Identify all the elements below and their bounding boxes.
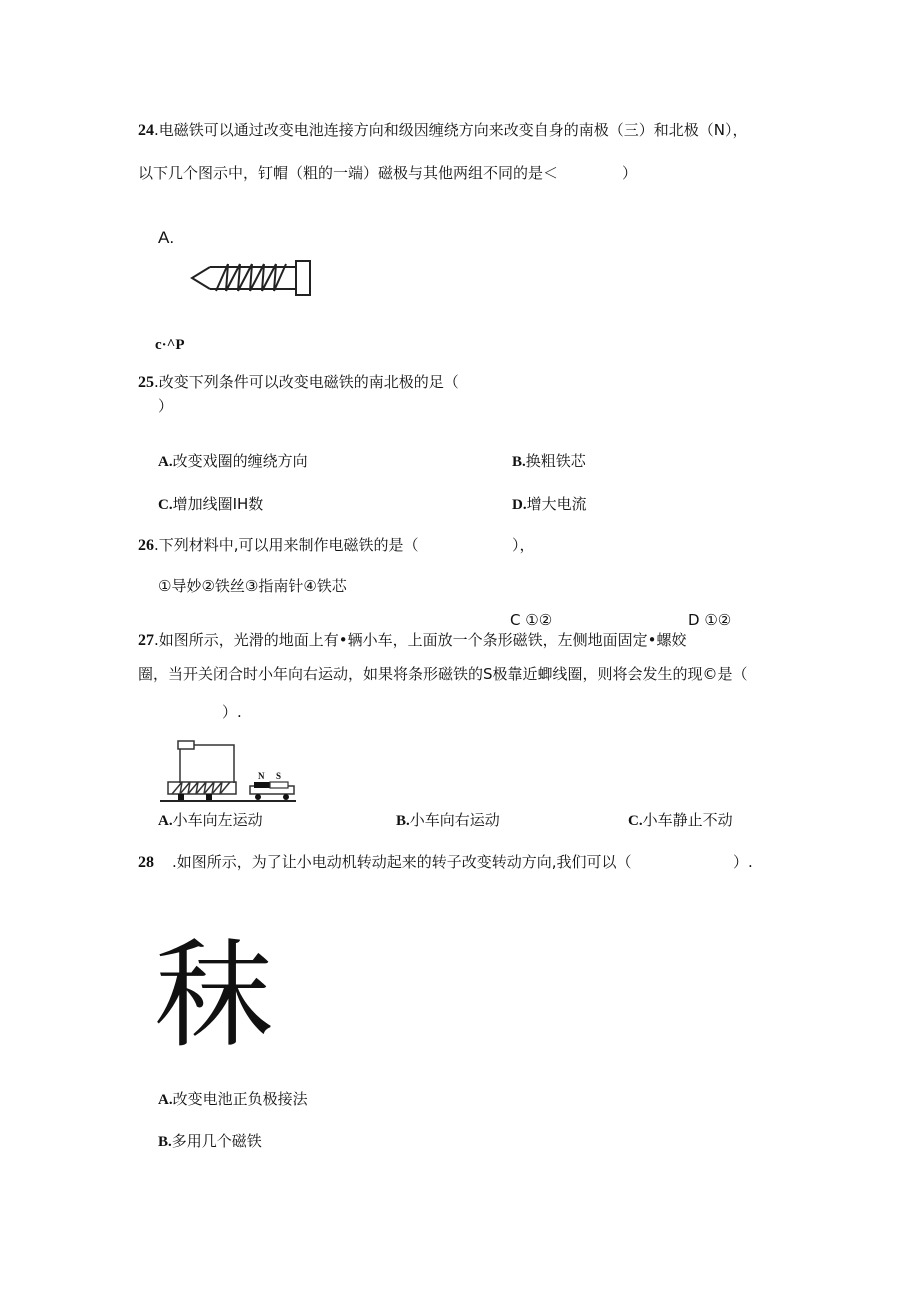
q27-coil-cart-figure — [158, 738, 298, 804]
q24-number: 24 — [138, 122, 154, 139]
q24-option-a-label: A. — [158, 228, 175, 247]
q25-option-c — [158, 494, 263, 515]
q24-nail-coil-figure — [188, 258, 316, 298]
q25-number: 25 — [138, 374, 154, 391]
q27-option-a-key: A. — [158, 813, 173, 829]
q26-cut-option-right — [688, 610, 732, 629]
q26-cut-left-text: C ①② — [510, 611, 553, 629]
q28-number — [138, 852, 154, 873]
q28-number-text: 28 — [138, 854, 154, 871]
q27-text-line1: .如图所示，光滑的地面上有•辆小车，上面放一个条形磁铁，左侧地面固定•螺姣 — [154, 631, 687, 649]
q25-option-a-text: 改变戏圈的缠绕方向 — [172, 452, 308, 470]
q27-option-a — [158, 810, 263, 831]
q26-number: 26 — [138, 537, 154, 554]
q27-number: 27 — [138, 632, 154, 649]
q25-option-d-key: D. — [512, 497, 527, 513]
q24-paren-close: ） — [622, 164, 638, 182]
q26-line1 — [138, 535, 419, 556]
q25-option-c-text: 增加线圈IH数 — [172, 495, 264, 513]
q25-option-c-key: C. — [158, 497, 173, 513]
q25-text-line1: .改变下列条件可以改变电磁铁的南北极的足（ — [154, 373, 459, 391]
q25-option-b-text: 换粗铁芯 — [525, 452, 586, 470]
magnet-n-label: N — [258, 771, 265, 781]
q27-option-c-text: 小车静止不动 — [642, 811, 733, 829]
q25-option-d-text: 增大电流 — [526, 495, 587, 513]
q27-option-b — [396, 810, 500, 831]
q26-text-line1: .下列材料中,可以用来制作电磁铁的是（ — [154, 536, 419, 554]
q27-option-c-key: C. — [628, 813, 643, 829]
q26-paren-close: ）， — [512, 536, 535, 554]
q24-line1 — [138, 120, 748, 141]
q28-option-b-text: 多用几个磁铁 — [171, 1132, 262, 1150]
q25-line2: ） — [158, 397, 174, 415]
q24-text-line1: .电磁铁可以通过改变电池连接方向和级因缠绕方向来改变自身的南极（三）和北极（N）， — [154, 121, 748, 139]
q28-option-b-key: B. — [158, 1134, 172, 1150]
q27-option-b-key: B. — [396, 813, 410, 829]
q27-line2: 圈，当开关闭合时小年向右运动，如果将条形磁铁的S极靠近蝍线圈，则将会发生的现©是（ — [138, 665, 748, 683]
q25-option-d — [512, 494, 587, 515]
q25-line1 — [138, 372, 459, 393]
q28-line1: .如图所示，为了让小电动机转动起来的转子改变转动方向,我们可以（ — [172, 853, 632, 871]
q27-option-c — [628, 810, 733, 831]
q28-option-a-text: 改变电池正负极接法 — [172, 1090, 308, 1108]
q28-paren-close: ）. — [733, 853, 753, 871]
q27-line3: ）. — [222, 703, 242, 721]
q28-figure-glyph: 秣 — [155, 926, 274, 1064]
q26-cut-option-left — [510, 610, 553, 629]
q27-line1 — [138, 630, 686, 651]
switch-icon — [178, 741, 194, 749]
q25-option-b — [512, 451, 586, 472]
q25-option-a — [158, 451, 308, 472]
q27-option-a-text: 小车向左运动 — [172, 811, 263, 829]
q27-option-b-text: 小车向右运动 — [409, 811, 500, 829]
q25-option-b-key: B. — [512, 454, 526, 470]
q26-cut-right-text: D ①② — [688, 611, 732, 629]
q24-text-line2: 以下几个图示中，钉帽（粗的一端）磁极与其他两组不同的是＜ — [138, 164, 559, 182]
q28-option-a-key: A. — [158, 1092, 173, 1108]
q28-option-a — [158, 1089, 308, 1110]
q28-option-b — [158, 1131, 262, 1152]
q24-line2 — [138, 163, 558, 183]
q24-option-c-label: c·^P — [155, 337, 185, 353]
q26-items: ①导妙②铁丝③指南针④铁芯 — [158, 577, 347, 595]
q25-option-a-key: A. — [158, 454, 173, 470]
magnet-s-label: S — [276, 771, 282, 781]
